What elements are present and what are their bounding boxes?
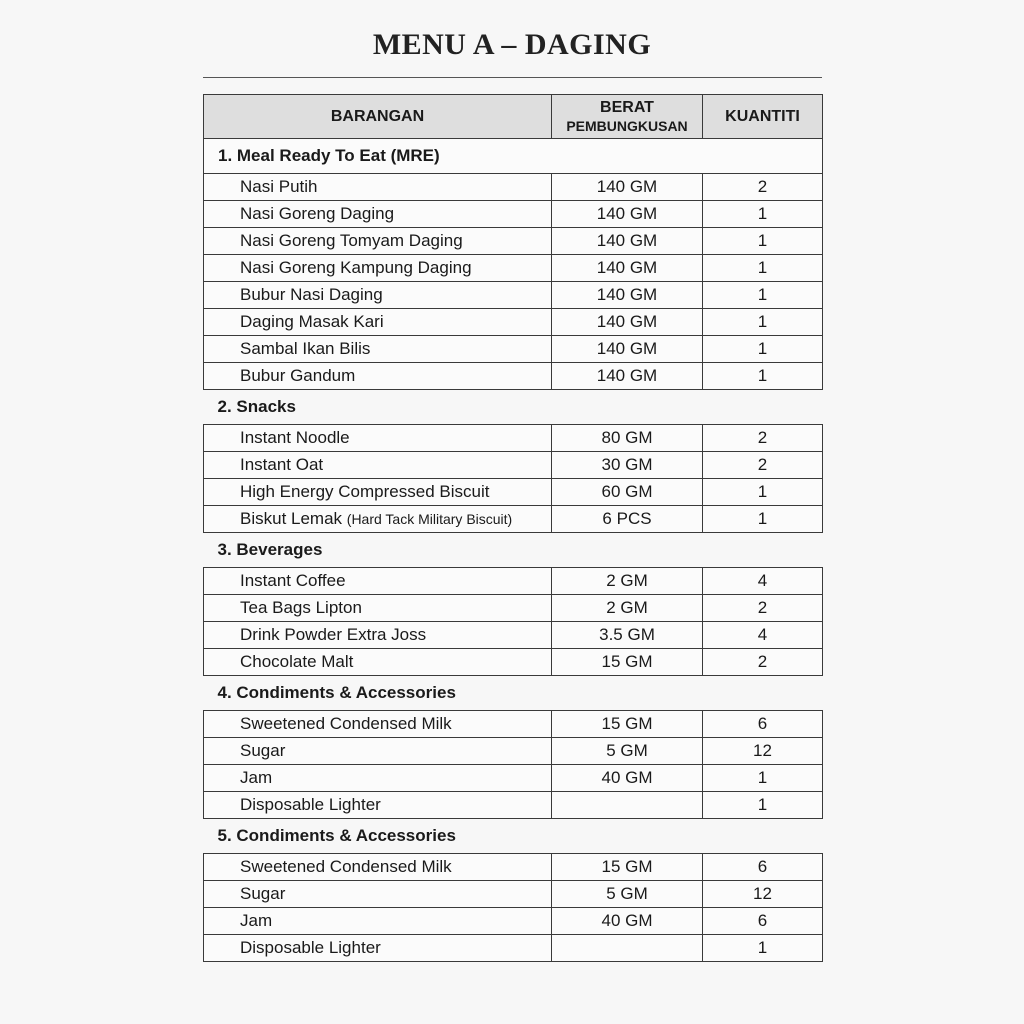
- item-qty: 1: [703, 363, 823, 390]
- table-row: [204, 506, 823, 533]
- table-row: [204, 255, 823, 282]
- item-qty: 2: [703, 649, 823, 676]
- item-name-text: Jam: [240, 768, 273, 787]
- item-name-text: Instant Coffee: [240, 571, 346, 590]
- item-weight: 140 GM: [552, 255, 703, 282]
- table-row: [204, 282, 823, 309]
- item-weight: 5 GM: [552, 738, 703, 765]
- item-name-text: Drink Powder Extra Joss: [240, 625, 427, 644]
- table-row: [204, 935, 823, 962]
- item-weight: [552, 935, 703, 962]
- table-row: [204, 425, 823, 452]
- item-weight: 5 GM: [552, 881, 703, 908]
- item-name: [204, 174, 552, 201]
- item-name: [204, 201, 552, 228]
- item-weight: 40 GM: [552, 765, 703, 792]
- item-name: [204, 425, 552, 452]
- item-weight: 140 GM: [552, 309, 703, 336]
- item-weight: 2 GM: [552, 568, 703, 595]
- title-divider: [203, 77, 822, 78]
- table-row: [204, 309, 823, 336]
- item-name: [204, 908, 552, 935]
- item-name: [204, 792, 552, 819]
- item-weight: 140 GM: [552, 228, 703, 255]
- menu-sheet: [203, 94, 822, 962]
- item-name-text: Sweetened Condensed Milk: [240, 714, 452, 733]
- item-name-text: Biskut Lemak: [240, 509, 343, 528]
- header-qty: KUANTITI: [703, 95, 823, 139]
- item-name-text: Nasi Goreng Daging: [240, 204, 395, 223]
- item-name-text: Sugar: [240, 884, 286, 903]
- item-qty: 12: [703, 738, 823, 765]
- item-name-text: Sweetened Condensed Milk: [240, 857, 452, 876]
- item-name-text: Jam: [240, 911, 273, 930]
- item-name-text: Tea Bags Lipton: [240, 598, 362, 617]
- section-row: [204, 533, 823, 568]
- item-qty: 1: [703, 336, 823, 363]
- item-qty: 4: [703, 568, 823, 595]
- item-qty: 6: [703, 908, 823, 935]
- table-row: [204, 649, 823, 676]
- item-name: [204, 881, 552, 908]
- item-weight: 15 GM: [552, 854, 703, 881]
- item-name: [204, 649, 552, 676]
- table-row: [204, 228, 823, 255]
- table-row: [204, 908, 823, 935]
- table-row: [204, 479, 823, 506]
- item-name-text: Bubur Nasi Daging: [240, 285, 383, 304]
- item-name: [204, 765, 552, 792]
- section-label: 2. Snacks: [204, 390, 823, 425]
- item-name: [204, 738, 552, 765]
- item-name: [204, 336, 552, 363]
- item-name: [204, 568, 552, 595]
- item-qty: 1: [703, 506, 823, 533]
- item-name-text: Instant Oat: [240, 455, 324, 474]
- item-name: [204, 622, 552, 649]
- item-qty: 1: [703, 282, 823, 309]
- table-row: [204, 363, 823, 390]
- item-name-text: Nasi Goreng Kampung Daging: [240, 258, 472, 277]
- item-name-text: Bubur Gandum: [240, 366, 356, 385]
- item-name: [204, 309, 552, 336]
- item-name-text: Disposable Lighter: [240, 795, 381, 814]
- header-item: BARANGAN: [204, 95, 552, 139]
- item-name: [204, 228, 552, 255]
- item-name-text: Nasi Goreng Tomyam Daging: [240, 231, 463, 250]
- table-body: [204, 139, 823, 962]
- item-qty: 1: [703, 935, 823, 962]
- item-name-text: Sambal Ikan Bilis: [240, 339, 371, 358]
- item-qty: 1: [703, 201, 823, 228]
- item-weight: 80 GM: [552, 425, 703, 452]
- table-row: [204, 595, 823, 622]
- item-name-text: Daging Masak Kari: [240, 312, 384, 331]
- section-label: 5. Condiments & Accessories: [204, 819, 823, 854]
- item-qty: 12: [703, 881, 823, 908]
- item-name: [204, 282, 552, 309]
- item-weight: 30 GM: [552, 452, 703, 479]
- table-row: [204, 792, 823, 819]
- item-weight: 60 GM: [552, 479, 703, 506]
- item-qty: 1: [703, 228, 823, 255]
- table-row: [204, 201, 823, 228]
- header-weight: BERAT PEMBUNGKUSAN: [552, 95, 703, 139]
- table-row: [204, 711, 823, 738]
- section-label: 4. Condiments & Accessories: [204, 676, 823, 711]
- table-row: [204, 854, 823, 881]
- item-qty: 2: [703, 452, 823, 479]
- table-row: [204, 881, 823, 908]
- item-weight: 15 GM: [552, 711, 703, 738]
- item-name: [204, 935, 552, 962]
- item-qty: 2: [703, 174, 823, 201]
- item-weight: 2 GM: [552, 595, 703, 622]
- table-row: [204, 738, 823, 765]
- section-row: [204, 139, 823, 174]
- menu-table: [203, 94, 823, 962]
- table-row: [204, 174, 823, 201]
- item-name: [204, 452, 552, 479]
- item-qty: 2: [703, 425, 823, 452]
- item-qty: 1: [703, 255, 823, 282]
- item-qty: 1: [703, 765, 823, 792]
- item-weight: 6 PCS: [552, 506, 703, 533]
- item-weight: 15 GM: [552, 649, 703, 676]
- table-row: [204, 452, 823, 479]
- item-name: [204, 479, 552, 506]
- item-qty: 6: [703, 854, 823, 881]
- table-row: [204, 336, 823, 363]
- item-name-text: Sugar: [240, 741, 286, 760]
- item-qty: 6: [703, 711, 823, 738]
- item-name-text: Disposable Lighter: [240, 938, 381, 957]
- item-name: [204, 363, 552, 390]
- item-weight: [552, 792, 703, 819]
- item-name: [204, 595, 552, 622]
- item-qty: 1: [703, 309, 823, 336]
- item-weight: 140 GM: [552, 174, 703, 201]
- item-weight: 140 GM: [552, 201, 703, 228]
- page-title: MENU A – DAGING: [372, 28, 652, 61]
- item-weight: 140 GM: [552, 363, 703, 390]
- item-name: [204, 854, 552, 881]
- item-qty: 1: [703, 479, 823, 506]
- item-note: (Hard Tack Military Biscuit): [346, 511, 513, 527]
- section-row: [204, 676, 823, 711]
- item-weight: 3.5 GM: [552, 622, 703, 649]
- section-label: 3. Beverages: [204, 533, 823, 568]
- item-name-text: Nasi Putih: [240, 177, 318, 196]
- item-name: [204, 255, 552, 282]
- item-qty: 2: [703, 595, 823, 622]
- item-name-text: High Energy Compressed Biscuit: [240, 482, 490, 501]
- table-row: [204, 622, 823, 649]
- item-weight: 40 GM: [552, 908, 703, 935]
- table-row: [204, 568, 823, 595]
- item-name: [204, 506, 552, 533]
- table-row: [204, 765, 823, 792]
- item-name-text: Chocolate Malt: [240, 652, 354, 671]
- item-qty: 1: [703, 792, 823, 819]
- section-label: 1. Meal Ready To Eat (MRE): [204, 139, 823, 174]
- item-weight: 140 GM: [552, 336, 703, 363]
- section-row: [204, 819, 823, 854]
- item-qty: 4: [703, 622, 823, 649]
- section-row: [204, 390, 823, 425]
- item-name-text: Instant Noodle: [240, 428, 350, 447]
- item-name: [204, 711, 552, 738]
- table-header-row: [204, 95, 823, 139]
- item-weight: 140 GM: [552, 282, 703, 309]
